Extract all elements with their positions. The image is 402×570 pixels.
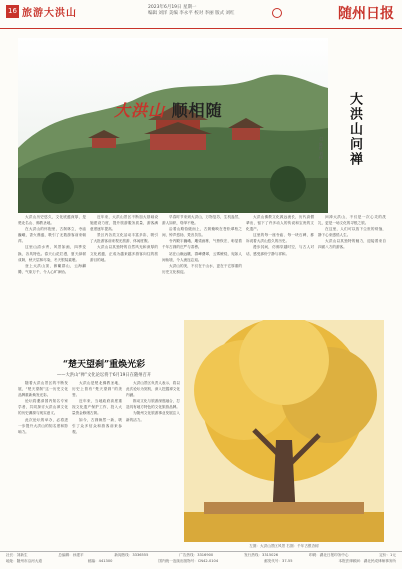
issue-date: 2023年6月19日 星期一 [148,5,197,10]
paragraph: 站在山巅远眺，群峰叠翠，云雾缭绕，宛如人间仙境，令人流连忘返。 [162,251,242,262]
feature-title: “楚天望刹”重焕光彩 [62,360,146,370]
feature-subtitle: ——大洪山“禅”文化论坛将于6月19日在随州召开 [56,373,152,378]
paragraph: 大洪山历史悠久，文化底蕴深厚，是楚北名山、佛教圣地。 [18,215,86,226]
footer-row-2 [0,558,402,564]
left-column-2 [90,214,158,263]
paragraph: 这里的每一座寺庙、每一块石碑，都诉说着大洪山悠久的历史。 [246,233,314,244]
paper-logo: 随州日报 [338,6,394,22]
paragraph: 大洪山景区负责人表示，将以此次论坛为契机，深入挖掘禅文化内涵。 [126,381,180,398]
hero-image [18,38,328,213]
paragraph: 问禅大洪山，不仅是一次心灵的洗礼，更是一场文化的寻根之旅。 [318,215,386,226]
paragraph: 在这里，人们可以放下尘世的烦恼，静下心来感悟人生。 [318,227,386,238]
paragraph: 推动文化与旅游深度融合，打造具有地方特色的文化旅游品牌。 [126,399,180,410]
paragraph: 大洪山佛教文化源远流长，历代高僧辈出，留下了许多动人的传说和宝贵的文化遗产。 [246,215,314,232]
footer-item: 国内统一连续出版物号：CN42-0104 [158,559,219,564]
footer-item: 邮编：441300 [87,559,113,564]
paragraph: 大洪山是楚北佛教圣地，历史上曾有“楚天望刹”的美誉。 [72,381,122,398]
section-header [6,4,77,19]
paragraph: 论坛将邀请国内知名专家学者，共同探讨大洪山禅文化的历史渊源与现实意义。 [18,399,68,416]
paragraph: 随着大洪山景区的不断发展，“楚天望刹”这一历史文化品牌重新焕发光彩。 [18,381,68,398]
paragraph: 景区内各类文化活动丰富多彩，吸引了大批游客前来观光旅游、休闲度假。 [90,233,158,244]
feature-column-1 [18,380,68,435]
footer-item: 印刷：湖北日报印务中心 [308,553,349,557]
paragraph: 沿着山路拾级而上，古刹掩映在苍松翠柏之间，钟声悠扬，梵音袅袅。 [162,227,242,238]
paragraph: 为随州文化旅游事业发展注入新的活力。 [126,411,180,422]
hero-headline [114,98,223,121]
masthead [0,0,402,29]
paragraph: 如今，古刹焕然一新，吸引了众多信众和游客前来参观。 [72,417,122,434]
temple-mountain-illustration [18,38,328,213]
section-title: 旅游大洪山 [22,8,77,19]
right-column-1 [246,214,314,257]
paragraph: 大洪山以其独特的自然风光和深厚的文化底蕴，正成为越来越多游客向往的旅游目的地。 [90,245,158,262]
feature-headline [34,357,174,378]
paragraph: 寺内殿宇巍峨，雕梁画栋，气势恢宏，彰显着千年古刹的庄严与肃穆。 [162,239,242,250]
hero-title-black: 顺相随 [171,101,223,120]
ginkgo-tree-illustration [184,320,384,542]
paragraph: 漫步其间，仿佛穿越时空，与古人对话，感受那份宁静与祥和。 [246,245,314,256]
issue-info [148,5,235,17]
footer-item: 社长：刘新生 [6,553,28,557]
footer-item: 总编辑：孙建平 [58,553,84,557]
ginkgo-tree-photo [184,320,384,542]
side-article-byline: □ 陈红 刘伟 [319,136,324,160]
paragraph: 登上大洪山顶，俯瞰群山，云海翻腾，气象万千，令人心旷神怡。 [18,263,86,274]
footer-row-1 [0,552,402,558]
paragraph: 在大洪山的怀抱里，古刹林立，寺庙巍峨，香火鼎盛，吸引了无数游客前来朝拜。 [18,227,86,244]
page-footer [0,551,402,570]
paragraph: 近年来，当地政府高度重视文化遗产保护工作，投入大量资金修缮古刹。 [72,399,122,416]
feature-column-3 [126,380,180,423]
side-article-title: 大洪山问禅 [347,92,362,167]
issue-editors: 编辑 刘洋 美编 李永平 校对 李丽 版式 刘红 [148,11,235,16]
right-column-2 [318,214,386,251]
section-number: 16 [6,5,19,18]
footer-item: 广告热线：3316900 [179,553,214,557]
footer-item: 邮发代号：37-55 [264,559,293,564]
ornament-icon [272,8,282,18]
photo-caption: 左图：大洪山景区风景 右图：千年古银杏树 [249,544,319,548]
footer-item: 新闻热线：3336555 [114,553,149,557]
feature-column-2 [72,380,122,435]
paragraph: 大洪山以其独特的魅力，迎接着来自四面八方的游客。 [318,239,386,250]
hero-title-red: 大洪山 [114,101,166,120]
footer-item: 地址：随州市沿河大道 [6,559,42,564]
middle-column [162,214,242,275]
paragraph: 这里山清水秀，风景如画，四季变换，各具特色。春天山花烂漫，夏天绿树成荫，秋天层林尽染，冬天银装素裹。 [18,245,86,262]
paragraph: 大洪山的美，不仅在于山水，更在于它厚重的历史文化积淀。 [162,263,242,274]
paragraph: 此次论坛的举办，必将进一步提升大洪山的知名度和影响力。 [18,417,68,434]
footer-item: 发行热线：3315026 [244,553,279,557]
left-column-1 [18,214,86,275]
paragraph: 近年来，大洪山景区不断加大基础设施建设力度，提升旅游服务质量，游客满意度逐年提高。 [90,215,158,232]
footer-item: 本报法律顾问：湖北民成律师事务所 [338,559,396,564]
footer-item: 定价：1元 [379,553,396,557]
paragraph: 早春时节来到大洪山，万物复苏，生机盎然，游人如织，络绎不绝。 [162,215,242,226]
